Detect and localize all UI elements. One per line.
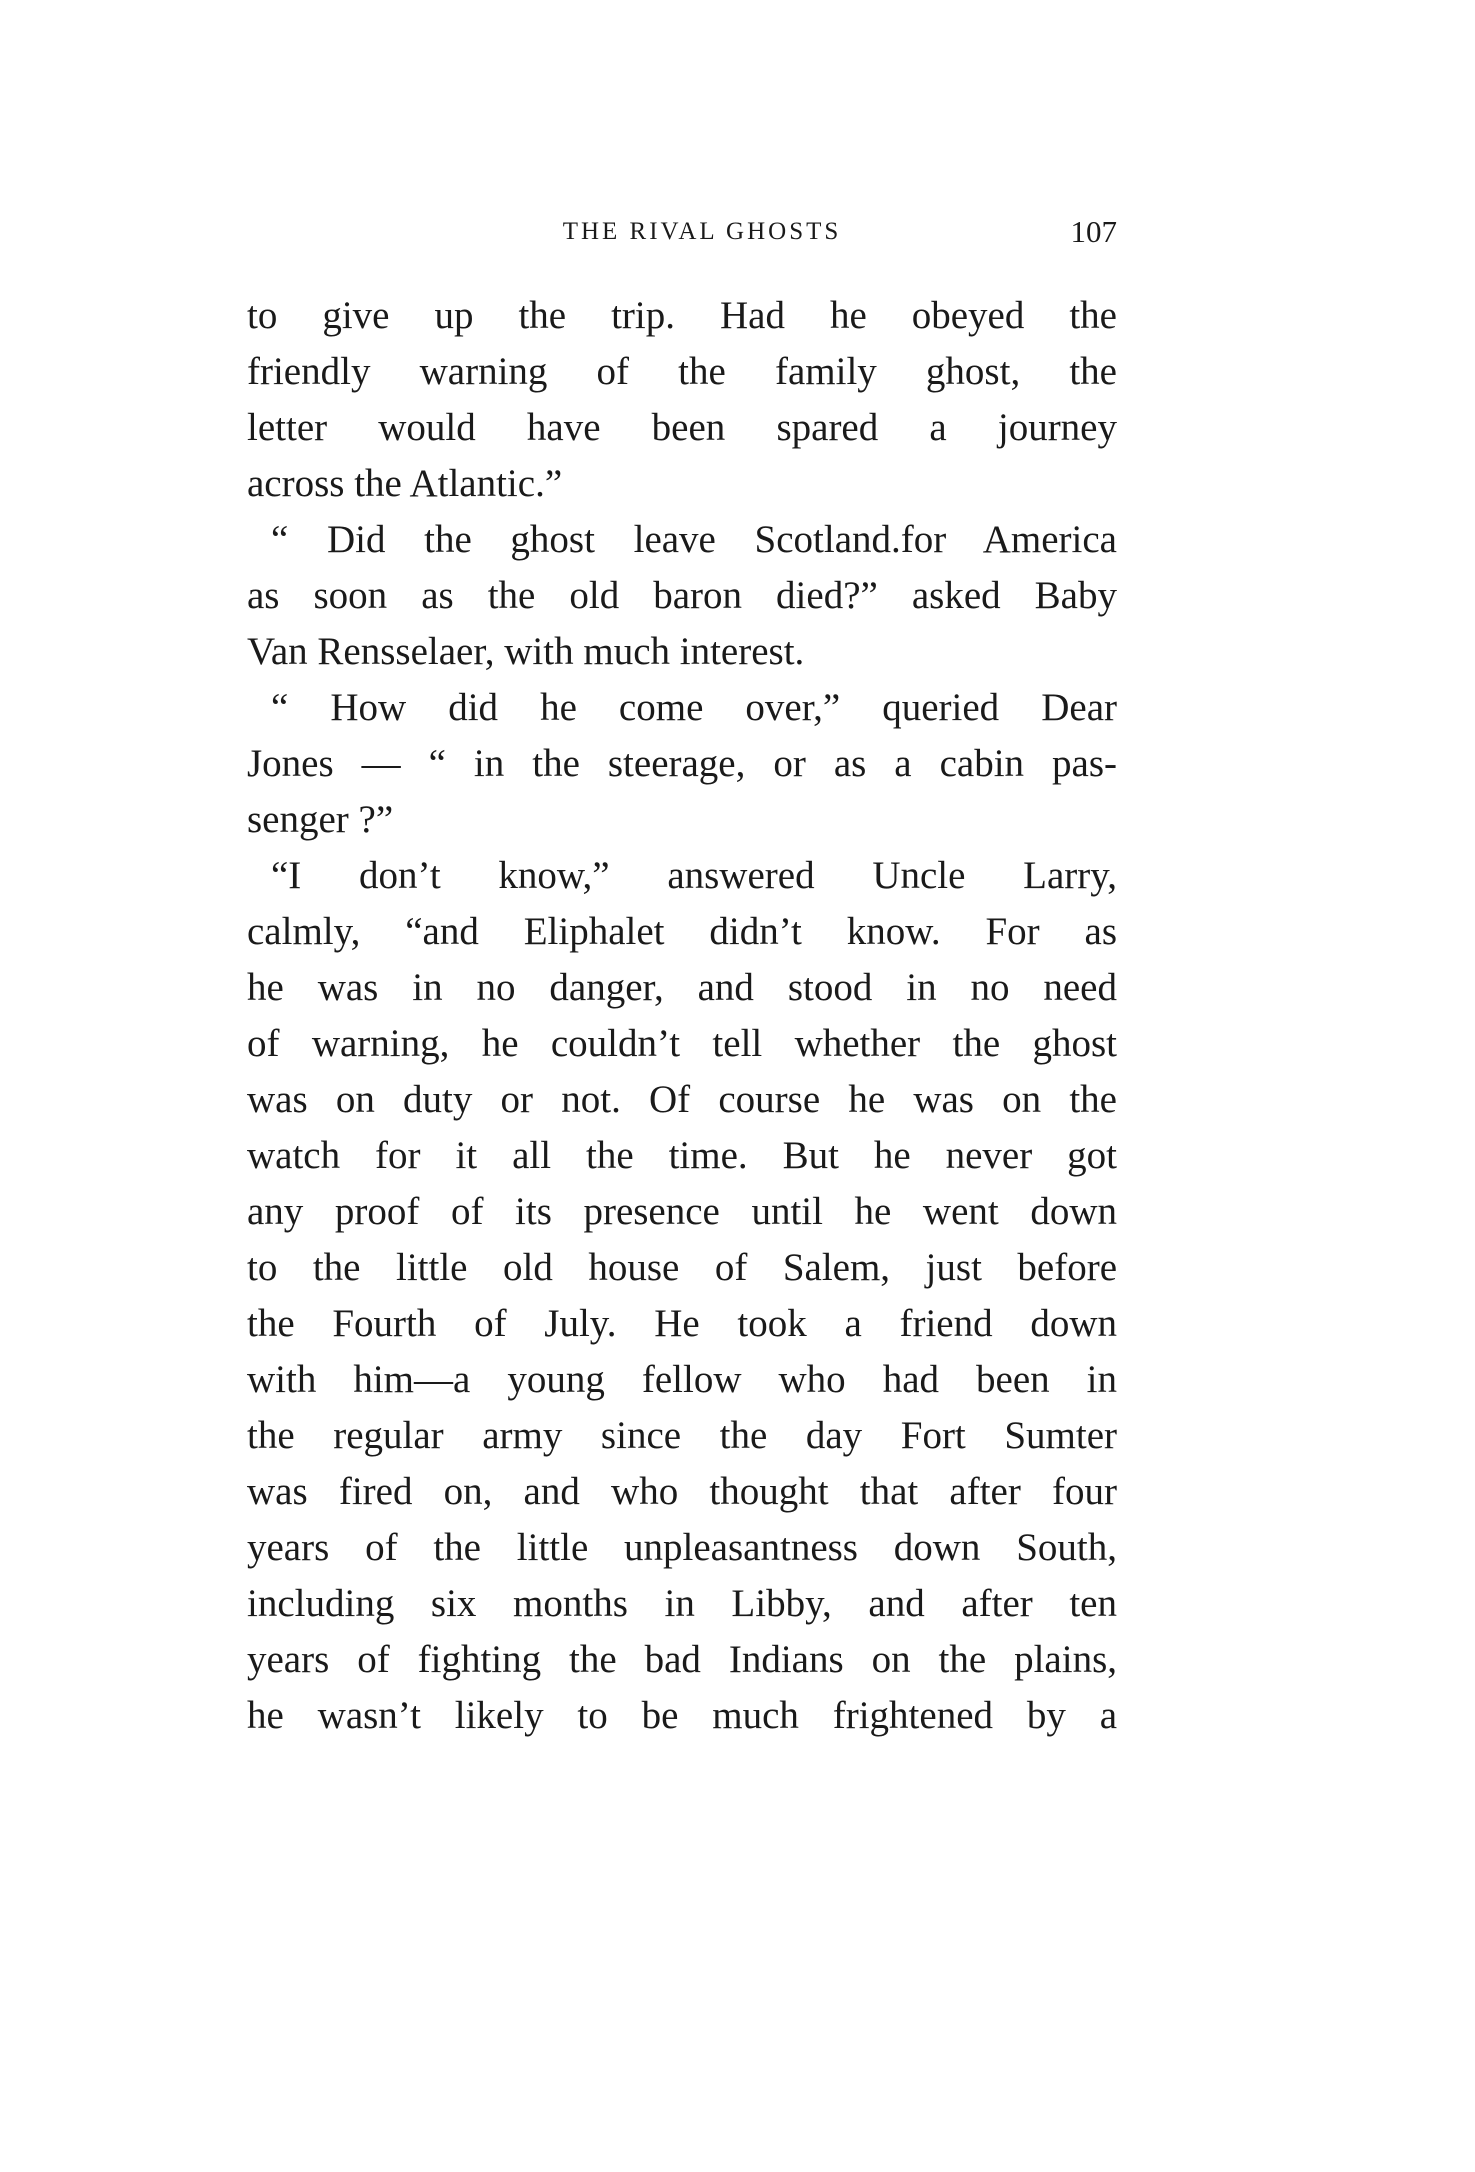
body-text — [247, 288, 1117, 1744]
text-line: the Fourth of July. He took a friend down — [247, 1302, 1117, 1345]
text-line: as soon as the old baron died?” asked Baby — [247, 574, 1117, 617]
text-line: Van Rensselaer, with much interest. — [247, 630, 805, 673]
running-head — [247, 214, 1117, 258]
text-line: years of fighting the bad Indians on the plains, — [247, 1638, 1117, 1681]
text-line: senger ?” — [247, 798, 394, 841]
text-line: was fired on, and who thought that after four — [247, 1470, 1117, 1513]
text-line: including six months in Libby, and after ten — [247, 1582, 1117, 1625]
text-line: “I don’t know,” answered Uncle Larry, — [271, 854, 1117, 897]
text-line: the regular army since the day Fort Sumter — [247, 1414, 1117, 1457]
running-title: THE RIVAL GHOSTS — [562, 218, 842, 245]
text-line: friendly warning of the family ghost, the — [247, 350, 1117, 393]
text-line: calmly, “and Eliphalet didn’t know. For as — [247, 910, 1117, 953]
text-line: was on duty or not. Of course he was on the — [247, 1078, 1117, 1121]
text-line: he was in no danger, and stood in no need — [247, 966, 1117, 1009]
text-line: to the little old house of Salem, just before — [247, 1246, 1117, 1289]
text-line: “ Did the ghost leave Scotland.for America — [271, 518, 1117, 561]
text-line: “ How did he come over,” queried Dear — [271, 686, 1117, 729]
text-line: years of the little unpleasantness down South, — [247, 1526, 1117, 1569]
text-line: of warning, he couldn’t tell whether the ghost — [247, 1022, 1117, 1065]
text-line: watch for it all the time. But he never got — [247, 1134, 1117, 1177]
text-line: letter would have been spared a journey — [247, 406, 1117, 449]
text-line: to give up the trip. Had he obeyed the — [247, 294, 1117, 337]
text-line: with him—a young fellow who had been in — [247, 1358, 1117, 1401]
text-line: he wasn’t likely to be much frightened by a — [247, 1694, 1117, 1737]
text-line: any proof of its presence until he went down — [247, 1190, 1117, 1233]
text-line: across the Atlantic.” — [247, 462, 563, 505]
text-line: Jones — “ in the steerage, or as a cabin pas- — [247, 742, 1117, 785]
page-number: 107 — [1070, 214, 1117, 249]
